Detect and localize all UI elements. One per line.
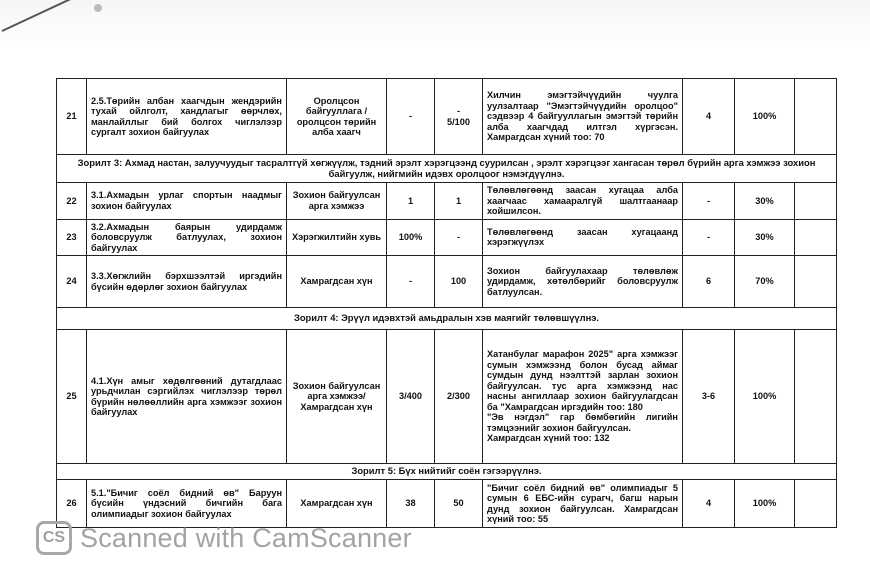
indicator-cell: Хэрэгжилтийн хувь [287, 219, 387, 256]
result-cell: Хилчин эмэгтэйчүүдийн чуулга уулзалтаар "Эмэгтэйчүүдийн оролцоо" сэдвээр 4 байгууллагын эмэгтэй төрийн алба хаагчдад илтгэл хүргэсэн. Хамрагдсан хүний тоо: 70 [483, 79, 683, 155]
score-cell: 6 [683, 256, 735, 308]
task-cell: 3.2.Ахмадын баярын удирдамж боловсруулж батлуулах, зохион байгуулах [87, 219, 287, 256]
score-cell: - [683, 183, 735, 220]
target-cell: 1 [435, 183, 483, 220]
table-row [57, 256, 837, 308]
objective-heading: Зорилт 3: Ахмад настан, залуучуудыг тасралтгүй хөгжүүлж, тэдний эрэлт хэрэгцээнд суурилсан , эрэлт хэрэгцээг хангасан төрөл бүрийн арга хэмжээ зохион байгуулж, нийгмийн идэвх оролцоог нэмэгдүүлнэ. [57, 155, 837, 183]
target-cell: 2/300 [435, 330, 483, 464]
target-cell: 100 [435, 256, 483, 308]
objective-row [57, 155, 837, 183]
row-number: 26 [57, 480, 87, 528]
percent-cell: 30% [735, 219, 795, 256]
scan-dot-mark [94, 4, 102, 12]
table-row [57, 330, 837, 464]
row-number: 25 [57, 330, 87, 464]
score-cell: 4 [683, 480, 735, 528]
percent-cell: 100% [735, 480, 795, 528]
indicator-cell: Хамрагдсан хүн [287, 480, 387, 528]
row-number: 21 [57, 79, 87, 155]
camscanner-watermark [36, 518, 412, 558]
row-number: 22 [57, 183, 87, 220]
task-cell: 2.5.Төрийн албан хаагчдын жендэрийн тухай ойлголт, хандлагыг өөрчлөх, манлайллыг бий болгох чиглэлээр сургалт зохион байгуулах [87, 79, 287, 155]
indicator-cell: Хамрагдсан хүн [287, 256, 387, 308]
objective-heading: Зорилт 4: Эрүүл идэвхтэй амьдралын хэв маягийг төлөвшүүлнэ. [57, 308, 837, 330]
result-cell: "Бичиг соёл бидний өв" олимпиадыг 5 сумын 6 ЕБС-ийн сурагч, багш нарын дунд зохион байгуулсан. Хамрагдсан хүний тоо: 55 [483, 480, 683, 528]
baseline-cell: 100% [387, 219, 435, 256]
baseline-cell: 38 [387, 480, 435, 528]
percent-cell: 30% [735, 183, 795, 220]
target-cell: - [435, 219, 483, 256]
empty-cell [795, 79, 837, 155]
objective-heading: Зорилт 5: Бүх нийтийг соён гэгээрүүлнэ. [57, 464, 837, 480]
result-cell: Төлөвлөгөөнд заасан хугацаа алба хаагчаас хамааралгүй шалтгаанаар хойшилсон. [483, 183, 683, 220]
empty-cell [795, 330, 837, 464]
result-cell: Зохион байгуулахаар төлөвлөж удирдамж, хөтөлбөрийг боловсруулж батлуулсан. [483, 256, 683, 308]
score-cell: 3-6 [683, 330, 735, 464]
task-cell: 5.1."Бичиг соёл бидний өв" Баруун бүсийн үндэсний бичгийн бага олимпиадыг зохион байгуулах [87, 480, 287, 528]
percent-cell: 100% [735, 330, 795, 464]
empty-cell [795, 480, 837, 528]
empty-cell [795, 256, 837, 308]
percent-cell: 100% [735, 79, 795, 155]
empty-cell [795, 183, 837, 220]
empty-cell [795, 219, 837, 256]
baseline-cell: - [387, 79, 435, 155]
row-number: 24 [57, 256, 87, 308]
task-cell: 3.3.Хөгжлийн бэрхшээлтэй иргэдийн бүсийн өдөрлөг зохион байгуулах [87, 256, 287, 308]
watermark-text: Scanned with CamScanner [80, 522, 412, 553]
target-cell: - 5/100 [435, 79, 483, 155]
target-cell: 50 [435, 480, 483, 528]
result-cell: Хатанбулаг марафон 2025" арга хэмжээг сумын хэмжээнд болон бусад аймаг сумдын дунд нээлттэй зарлан зохион байгуулсан. тус арга хэмжээнд нас насны ангиллаар зохион байгуулагдсан ба "Хамрагдсан иргэдийн тоо: 180 "Эв нэгдэл" гар бөмбөгийн лигийн тэмцээнийг зохион байгуулсан. Хамрагдсан хүний тоо: 132 [483, 330, 683, 464]
baseline-cell: - [387, 256, 435, 308]
objective-row [57, 464, 837, 480]
task-cell: 4.1.Хүн амыг хөдөлгөөний дутагдлаас урьдчилан сэргийлэх чиглэлээр төрөл бүрийн нөлөөллийн арга хэмжээг зохион байгуулах [87, 330, 287, 464]
task-cell: 3.1.Ахмадын урлаг спортын наадмыг зохион байгуулах [87, 183, 287, 220]
indicator-cell: Оролцсон байгууллага /оролцсон төрийн алба хаагч [287, 79, 387, 155]
baseline-cell: 1 [387, 183, 435, 220]
objective-row [57, 308, 837, 330]
percent-cell: 70% [735, 256, 795, 308]
indicator-cell: Зохион байгуулсан арга хэмжээ [287, 183, 387, 220]
indicator-cell: Зохион байгуулсан арга хэмжээ/ Хамрагдсан хүн [287, 330, 387, 464]
result-cell: Төлөвлөгөөнд заасан хугацаанд хэрэгжүүлэх [483, 219, 683, 256]
table-row [57, 79, 837, 155]
table-row [57, 183, 837, 220]
camscanner-logo-icon: CS [36, 521, 72, 555]
score-cell: 4 [683, 79, 735, 155]
action-plan-table [56, 78, 837, 528]
score-cell: - [683, 219, 735, 256]
baseline-cell: 3/400 [387, 330, 435, 464]
table-row [57, 219, 837, 256]
row-number: 23 [57, 219, 87, 256]
